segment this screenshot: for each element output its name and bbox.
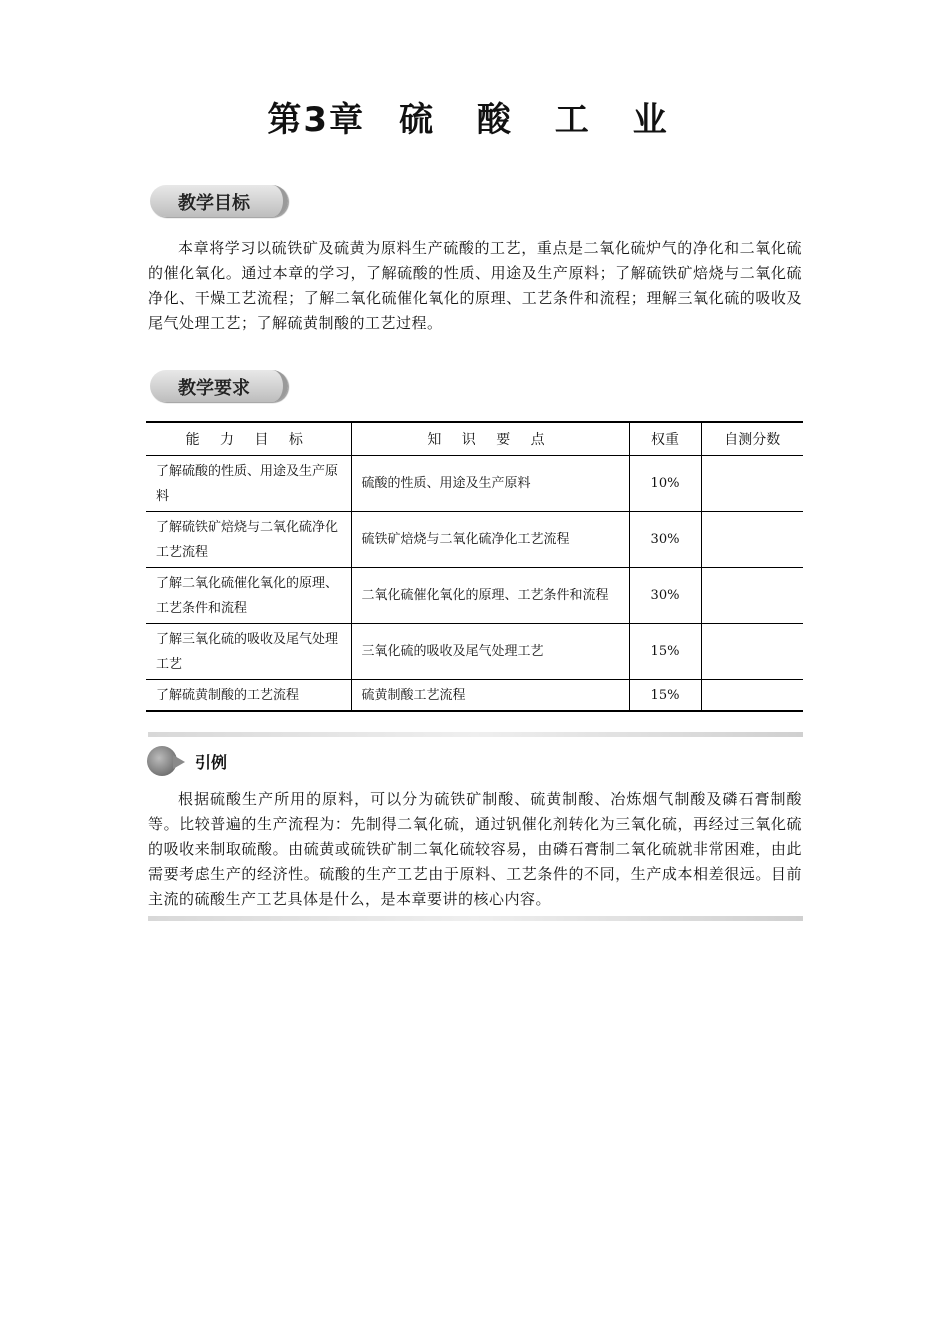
table-row xyxy=(146,456,803,512)
requirements-heading-tab xyxy=(150,370,288,402)
ability-cell: 了解硫铁矿焙烧与二氧化硫净化工艺流程 xyxy=(146,512,351,568)
ability-cell: 了解硫黄制酸的工艺流程 xyxy=(146,680,351,712)
chapter-title xyxy=(0,92,950,141)
knowledge-cell: 硫铁矿焙烧与二氧化硫净化工艺流程 xyxy=(351,512,629,568)
score-cell[interactable] xyxy=(701,456,803,512)
example-paragraph xyxy=(148,787,802,912)
table-header-row xyxy=(146,422,803,456)
chapter-name: 硫 酸 工 业 xyxy=(399,100,683,140)
col-ability: 能 力 目 标 xyxy=(146,422,351,456)
table-row xyxy=(146,680,803,712)
weight-cell: 30% xyxy=(629,512,701,568)
knowledge-cell: 硫酸的性质、用途及生产原料 xyxy=(351,456,629,512)
score-cell[interactable] xyxy=(701,568,803,624)
example-text: 根据硫酸生产所用的原料，可以分为硫铁矿制酸、硫黄制酸、冶炼烟气制酸及磷石膏制酸等。比较普遍的生产流程为：先制得二氧化硫，通过钒催化剂转化为三氧化硫，再经过三氧化硫的吸收来制取硫酸。由硫黄或硫铁矿制二氧化硫较容易，由磷石膏制二氧化硫就非常困难，由此需要考虑生产的经济性。硫酸的生产工艺由于原料、工艺条件的不同，生产成本相差很远。目前主流的硫酸生产工艺具体是什么，是本章要讲的核心内容。 xyxy=(148,790,802,908)
table-row xyxy=(146,512,803,568)
example-heading: 引例 xyxy=(195,753,228,772)
weight-cell: 10% xyxy=(629,456,701,512)
arrow-right-icon xyxy=(173,755,185,769)
ability-cell: 了解三氧化硫的吸收及尾气处理工艺 xyxy=(146,624,351,680)
objectives-heading: 教学目标 xyxy=(178,193,250,214)
weight-cell: 15% xyxy=(629,680,701,712)
table-row xyxy=(146,568,803,624)
knowledge-cell: 三氧化硫的吸收及尾气处理工艺 xyxy=(351,624,629,680)
knowledge-cell: 硫黄制酸工艺流程 xyxy=(351,680,629,712)
score-cell[interactable] xyxy=(701,680,803,712)
objectives-text: 本章将学习以硫铁矿及硫黄为原料生产硫酸的工艺，重点是二氧化硫炉气的净化和二氧化硫的催化氧化。通过本章的学习，了解硫酸的性质、用途及生产原料；了解硫铁矿焙烧与二氧化硫净化、干燥工艺流程；了解二氧化硫催化氧化的原理、工艺条件和流程；理解三氧化硫的吸收及尾气处理工艺；了解硫黄制酸的工艺过程。 xyxy=(148,239,802,332)
score-cell[interactable] xyxy=(701,624,803,680)
col-knowledge: 知 识 要 点 xyxy=(351,422,629,456)
table-row xyxy=(146,624,803,680)
example-top-rule xyxy=(148,732,803,737)
col-score: 自测分数 xyxy=(701,422,803,456)
requirements-heading: 教学要求 xyxy=(178,378,250,399)
ability-cell: 了解二氧化硫催化氧化的原理、工艺条件和流程 xyxy=(146,568,351,624)
requirements-table xyxy=(146,421,803,712)
col-weight: 权重 xyxy=(629,422,701,456)
example-heading-block xyxy=(147,746,267,778)
knowledge-cell: 二氧化硫催化氧化的原理、工艺条件和流程 xyxy=(351,568,629,624)
score-cell[interactable] xyxy=(701,512,803,568)
ability-cell: 了解硫酸的性质、用途及生产原料 xyxy=(146,456,351,512)
chapter-number: 第3章 xyxy=(267,100,366,140)
weight-cell: 30% xyxy=(629,568,701,624)
example-bottom-rule xyxy=(148,916,803,921)
weight-cell: 15% xyxy=(629,624,701,680)
objectives-heading-tab xyxy=(150,185,288,217)
objectives-paragraph xyxy=(148,236,802,336)
